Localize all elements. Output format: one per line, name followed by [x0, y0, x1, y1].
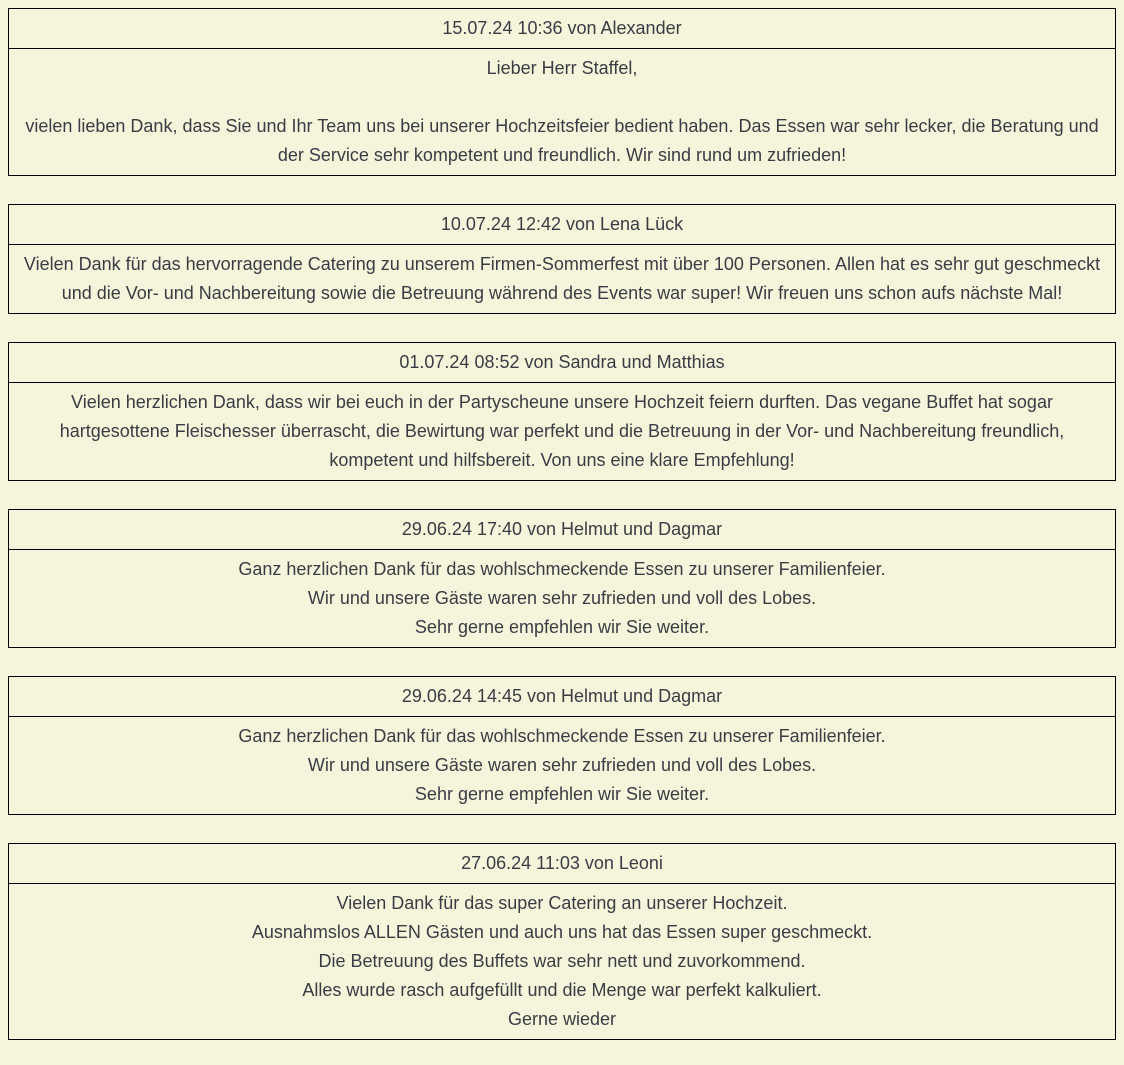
- entry-text-line: Ganz herzlichen Dank für das wohlschmeckende Essen zu unserer Familienfeier.: [238, 726, 886, 746]
- entry-header: [9, 343, 1115, 383]
- entry-date-author: 27.06.24 11:03 von Leoni: [461, 853, 663, 873]
- entry-text-line: Vielen Dank für das hervorragende Catering zu unserem Firmen-Sommerfest mit über 100 Personen. Allen hat es sehr gut geschmeckt und die Vor- und Nachbereitung sowie die Betreuung während des Events war super! Wir freuen uns schon aufs nächste Mal!: [23, 254, 1101, 303]
- entry-header: [9, 9, 1115, 49]
- entry-date-author: 29.06.24 14:45 von Helmut und Dagmar: [401, 686, 723, 706]
- entry-body: [9, 383, 1115, 480]
- entry-date-author: 10.07.24 12:42 von Lena Lück: [440, 214, 684, 234]
- entry-body: [9, 717, 1115, 814]
- entry-text-line: Lieber Herr Staffel,: [486, 58, 638, 78]
- entry-text-line: Sehr gerne empfehlen wir Sie weiter.: [414, 617, 710, 637]
- entry-text-line: Wir und unsere Gäste waren sehr zufrieden und voll des Lobes.: [307, 755, 817, 775]
- entry-header: [9, 205, 1115, 245]
- guestbook-entry: [8, 204, 1116, 314]
- entry-text-line: Vielen Dank für das super Catering an unserer Hochzeit.: [336, 893, 788, 913]
- guestbook-entry: [8, 509, 1116, 648]
- guestbook-entries: [8, 8, 1116, 1040]
- entry-text-line: Gerne wieder: [507, 1009, 617, 1029]
- entry-text-line: Die Betreuung des Buffets war sehr nett und zuvorkommend.: [318, 951, 806, 971]
- entry-date-author: 29.06.24 17:40 von Helmut und Dagmar: [401, 519, 723, 539]
- entry-body: [9, 884, 1115, 1039]
- entry-text-line: vielen lieben Dank, dass Sie und Ihr Team uns bei unserer Hochzeitsfeier bedient haben. Das Essen war sehr lecker, die Beratung und der Service sehr kompetent und freundlich. Wir sind rund um zufrieden!: [25, 116, 1099, 165]
- entry-header: [9, 510, 1115, 550]
- entry-text-line: Ganz herzlichen Dank für das wohlschmeckende Essen zu unserer Familienfeier.: [238, 559, 886, 579]
- entry-text-line: Vielen herzlichen Dank, dass wir bei euch in der Partyscheune unsere Hochzeit feiern durften. Das vegane Buffet hat sogar hartgesottene Fleischesser überrascht, die Bewirtung war perfekt und die Betreuung in der Vor- und Nachbereitung freundlich, kompetent und hilfsbereit. Von uns eine klare Empfehlung!: [59, 392, 1065, 470]
- entry-body: [9, 550, 1115, 647]
- entry-text-line: Ausnahmslos ALLEN Gästen und auch uns hat das Essen super geschmeckt.: [251, 922, 873, 942]
- guestbook-entry: [8, 8, 1116, 176]
- entry-text-line: Wir und unsere Gäste waren sehr zufrieden und voll des Lobes.: [307, 588, 817, 608]
- guestbook-entry: [8, 342, 1116, 481]
- entry-header: [9, 844, 1115, 884]
- entry-body: [9, 49, 1115, 175]
- entry-date-author: 15.07.24 10:36 von Alexander: [442, 18, 682, 38]
- entry-body: [9, 245, 1115, 313]
- entry-header: [9, 677, 1115, 717]
- guestbook-entry: [8, 676, 1116, 815]
- guestbook-entry: [8, 843, 1116, 1040]
- entry-text-line: Sehr gerne empfehlen wir Sie weiter.: [414, 784, 710, 804]
- entry-text-line: Alles wurde rasch aufgefüllt und die Menge war perfekt kalkuliert.: [302, 980, 822, 1000]
- entry-date-author: 01.07.24 08:52 von Sandra und Matthias: [399, 352, 725, 372]
- entry-text-line: [23, 83, 1101, 112]
